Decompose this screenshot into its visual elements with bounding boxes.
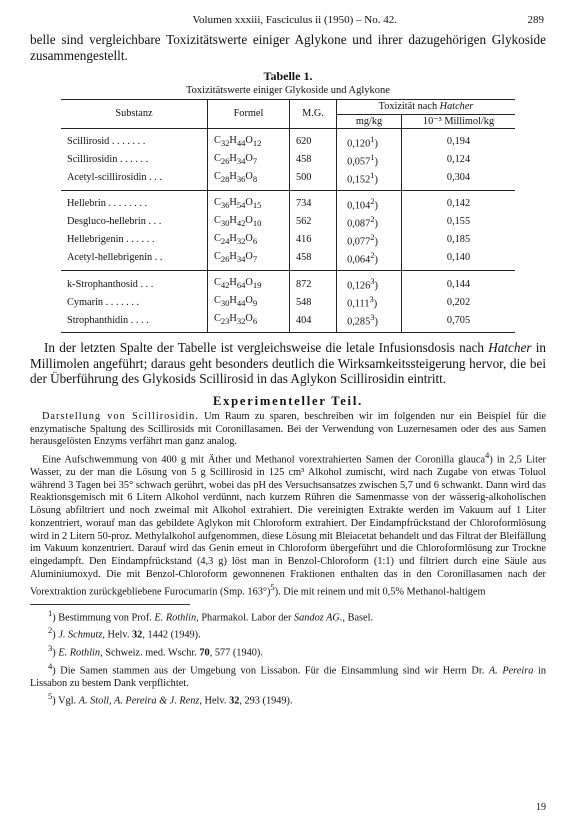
section-heading: Experimenteller Teil.: [212, 393, 364, 408]
formula-cell: $C_{32}H_{44}O_{12}$: [207, 129, 289, 152]
footnotes: [30, 607, 546, 709]
experimental-text: [30, 411, 546, 600]
table-title: Tabelle 1.: [263, 69, 313, 83]
footnote: $^1$) Bestimmung von Prof. E. Rothlin, Pharmakol. Labor der Sandoz AG., Basel.: [48, 607, 374, 623]
table-row: [61, 151, 515, 169]
formula-cell: $C_{26}H_{34}O_7$: [207, 151, 289, 169]
dose-mgkg-cell: 0,285$^3$): [337, 311, 402, 333]
page-footer-number: 19: [536, 802, 546, 813]
dose-mgkg-cell: 0,126$^3$): [337, 271, 402, 294]
substance-cell: Hellebrin . . . . . . . .: [67, 198, 148, 210]
dose-mgkg-cell: 0,104$^2$): [337, 191, 402, 214]
discussion-paragraph: In der letzten Spalte der Tabelle ist vergleichsweise die letale Infusionsdosis nach Hatcher in Millimolen angeführt; daraus geht besonders deutlich die Wirksamkeitssteigerung hervor, die bei der Überführung des Glykosids Scillirosid in das Aglykon Scillirosidin eintritt.: [30, 340, 546, 387]
dose-mgkg-cell: 0,057$^1$): [337, 151, 402, 169]
formula-cell: $C_{30}H_{42}O_{10}$: [207, 213, 289, 231]
dose-mgkg-cell: 0,152$^1$): [337, 169, 402, 191]
molweight-cell: 404: [289, 311, 336, 333]
footnote: $^4$) Die Samen stammen aus der Umgebung von Lissabon. Für die Einsammlung sind wir Herrn Dr. A. Pereira in Lissabon zu bestem Dank verpflichtet.: [30, 661, 547, 689]
dose-mmol-cell: 0,140: [402, 249, 515, 271]
header-mg: M.G.: [289, 100, 336, 129]
intro-paragraph: belle sind vergleichbare Toxizitätswerte einiger Aglykone und ihrer dazugehörigen Glykoside zusammengestellt.: [30, 32, 546, 63]
substance-cell: Strophanthidin . . . .: [61, 311, 207, 333]
dose-mmol-cell: 0,705: [402, 311, 515, 333]
header-mgkg: mg/kg: [337, 114, 402, 129]
dose-mmol-cell: 0,304: [402, 169, 515, 191]
dose-mgkg-cell: 0,077$^2$): [337, 231, 402, 249]
table-row: [61, 271, 515, 294]
header-toxizitaet: Toxizität nach Hatcher: [337, 100, 515, 115]
table-row: [61, 293, 515, 311]
footnote: $^3$) E. Rothlin, Schweiz. med. Wschr. 70, 577 (1940).: [48, 643, 263, 659]
body-paragraph: Darstellung von Scillirosidin. Um Raum zu sparen, beschreiben wir im folgenden nur ein Beispiel für die enzymatische Spaltung des Scillirosids mit Coronillasamen. Bei der Verwendung von Luzernesamen oder des aus Samen herausgelösten Enzyms verfährt man ganz analog.: [30, 410, 547, 448]
table-row: [61, 311, 515, 333]
substance-cell: Acetyl-hellebrigenin . .: [61, 249, 207, 271]
molweight-cell: 458: [289, 249, 336, 271]
page-number-top: 289: [527, 14, 544, 26]
table-header-row: [61, 100, 515, 115]
formula-cell: $C_{24}H_{32}O_6$: [207, 231, 289, 249]
substance-cell: Hellebrigenin . . . . . .: [67, 234, 155, 246]
dose-mmol-cell: 0,185: [402, 231, 515, 249]
substance-cell: k-Strophanthosid . . .: [67, 278, 154, 290]
substance-cell: Acetyl-scillirosidin . . .: [61, 169, 207, 191]
header-mmol: 10⁻³ Millimol/kg: [402, 114, 515, 129]
footnote: $^2$) J. Schmutz, Helv. 32, 1442 (1949).: [48, 625, 201, 641]
table-row: [61, 129, 515, 152]
dose-mmol-cell: 0,142: [402, 191, 515, 214]
molweight-cell: 734: [289, 191, 336, 214]
body-paragraph: Eine Aufschwemmung von 400 g mit Äther und Methanol vorextrahierten Samen der Coronilla glauca$^4$) in 2,5 Liter Wasser, zu der man die Lösung von 5 g Scillirosid in 125 cm³ Alkohol zumischt, wird nach Zugabe von etwas Toluol während 3 Tagen bei 35° schwach gerührt, wobei das pH des Versuchsansatzes zwischen 5,7 und 6 schwankt. Dann wird das Reaktionsgemisch mit 6 Litern Alkohol verdünnt, nach kurzem Rühren die Samenmasse von der wässerig-alkoholischen Lösung abfiltriert und noch zweimal mit Alkohol extrahiert. Die vereinigten Extrakte werden im Vakuum auf 1 Liter konzentriert, worauf man das gebildete Aglykon mit Chloroform extrahiert. Der Eindampfrückstand der Chloroformlösung wird in 2 Litern 50-proz. Methylalkohol aufgenommen, diese Lösung mit Bleiacetat behandelt und das Filtrat der Bleifällung im Vakuum konzentriert. Darauf wird das Genin erneut in Chloroform übergeführt und die Chloroformlösung zur Trockne eingedampft. Den Eindampfrückstand (4,3 g) löst man in Benzol-Chloroform (1:1) und filtriert durch eine Säule aus Aluminiumoxyd. Die mit Benzol-Chloroform gewonnenen Fraktionen enthalten das in den Coronillasamen nach der Vorextraktion zurückgebliebene Furocumarin (Smp. 163°)$^5$). Die mit reinem und mit 0,5% Methanol-haltigem: [30, 449, 546, 598]
header-formel: Formel: [207, 100, 289, 129]
formula-cell: $C_{30}H_{44}O_9$: [207, 293, 289, 311]
dose-mgkg-cell: 0,120$^1$): [337, 129, 402, 152]
dose-mmol-cell: 0,194: [402, 129, 515, 152]
dose-mmol-cell: 0,124: [402, 151, 515, 169]
substance-cell: Cymarin . . . . . . .: [67, 296, 140, 308]
journal-citation: Volumen xxxiii, Fasciculus ii (1950) – No. 42.: [192, 14, 397, 26]
header-substanz: Substanz: [61, 100, 207, 129]
toxicity-table: [61, 99, 515, 333]
table-row: [61, 213, 515, 231]
table-row: [61, 169, 515, 191]
dose-mmol-cell: 0,202: [402, 293, 515, 311]
molweight-cell: 500: [289, 169, 336, 191]
table-row: [61, 231, 515, 249]
formula-cell: $C_{23}H_{32}O_6$: [207, 311, 289, 333]
molweight-cell: 548: [289, 293, 336, 311]
formula-cell: $C_{36}H_{54}O_{15}$: [207, 191, 289, 214]
dose-mmol-cell: 0,155: [402, 213, 515, 231]
table-row: [61, 191, 515, 214]
table-caption: Toxizitätswerte einiger Glykoside und Aglykone: [186, 85, 390, 96]
footnote-rule: [30, 604, 190, 605]
molweight-cell: 562: [289, 213, 336, 231]
dose-mgkg-cell: 0,087$^2$): [337, 213, 402, 231]
substance-cell: Scillirosidin . . . . . .: [67, 154, 149, 166]
table-body: [61, 129, 515, 333]
molweight-cell: 872: [289, 271, 336, 294]
running-head: [30, 14, 546, 26]
molweight-cell: 416: [289, 231, 336, 249]
dose-mgkg-cell: 0,111$^3$): [337, 293, 402, 311]
formula-cell: $C_{28}H_{36}O_8$: [207, 169, 289, 191]
molweight-cell: 620: [289, 129, 336, 152]
molweight-cell: 458: [289, 151, 336, 169]
page: [30, 14, 546, 708]
substance-cell: Scillirosid . . . . . . .: [67, 136, 146, 148]
formula-cell: $C_{42}H_{64}O_{19}$: [207, 271, 289, 294]
formula-cell: $C_{26}H_{34}O_7$: [207, 249, 289, 271]
dose-mgkg-cell: 0,064$^2$): [337, 249, 402, 271]
table-row: [61, 249, 515, 271]
substance-cell: Desgluco-hellebrin . . .: [67, 216, 162, 228]
dose-mmol-cell: 0,144: [402, 271, 515, 294]
footnote: $^5$) Vgl. A. Stoll, A. Pereira & J. Renz, Helv. 32, 293 (1949).: [48, 691, 293, 707]
